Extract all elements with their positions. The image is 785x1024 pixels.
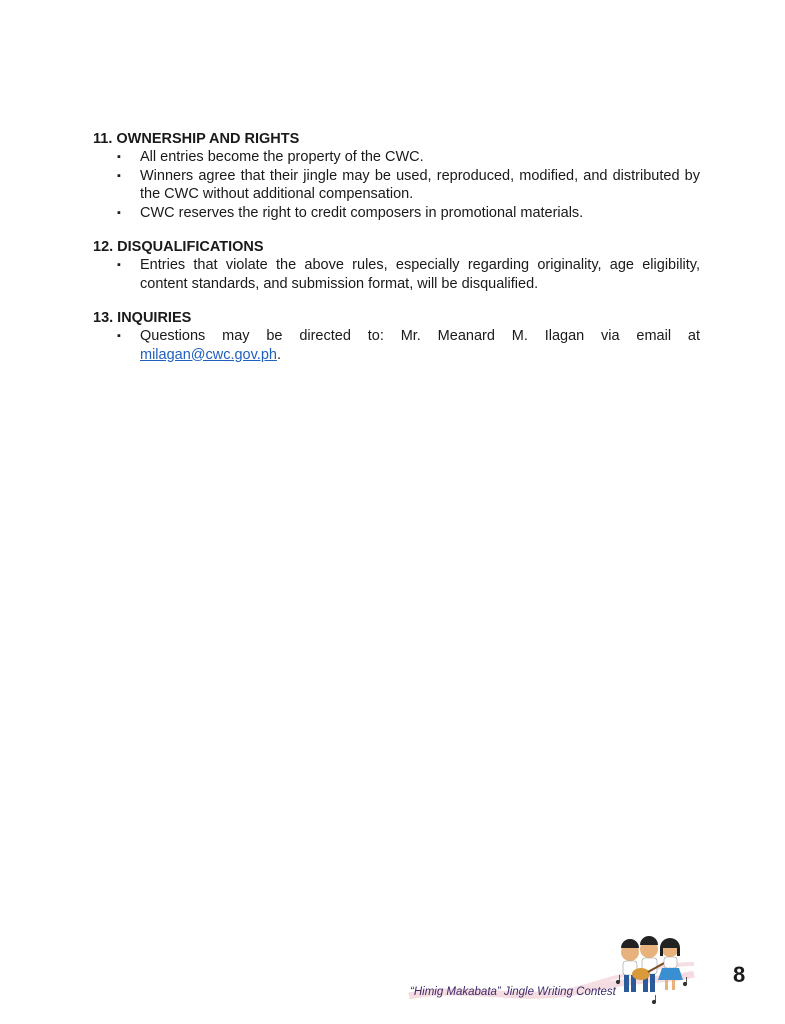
singing-children-illustration xyxy=(404,934,704,1012)
bullet-icon: ▪ xyxy=(117,169,121,182)
bullet-icon: ▪ xyxy=(117,206,121,219)
section-heading: 12. DISQUALIFICATIONS xyxy=(93,239,264,255)
bullet-list xyxy=(93,327,700,364)
logo-text: “Himig Makabata” Jingle Writing Contest xyxy=(410,986,616,998)
bullet-icon: ▪ xyxy=(117,330,121,342)
list-item: ▪ Questions may be directed to: Mr. Meanard M. Ilagan via email at milagan@cwc.gov.ph. xyxy=(117,328,700,363)
bullet-icon: ▪ xyxy=(117,151,121,163)
section-heading: 11. OWNERSHIP AND RIGHTS xyxy=(93,131,300,147)
page-number: 8 xyxy=(733,962,746,987)
section-heading: 13. INQUIRIES xyxy=(93,310,192,326)
section-inquiries xyxy=(93,309,700,364)
list-item: ▪ Winners agree that their jingle may be used, reproduced, modified, and distributed by the CWC without additional compensation. xyxy=(117,167,700,202)
list-item: ▪ CWC reserves the right to credit composers in promotional materials. xyxy=(117,204,584,221)
list-item: ▪ All entries become the property of the CWC. xyxy=(117,149,424,165)
bullet-icon: ▪ xyxy=(117,259,121,271)
document-body xyxy=(93,130,700,380)
section-disqualifications xyxy=(93,238,700,293)
bullet-list xyxy=(93,256,700,293)
bullet-list xyxy=(93,148,700,222)
email-link[interactable]: milagan@cwc.gov.ph xyxy=(140,346,277,363)
contest-logo xyxy=(404,934,704,1012)
list-item: ▪ Entries that violate the above rules, especially regarding originality, age eligibility, content standards, and submission format, will be disqualified. xyxy=(117,257,700,292)
section-ownership-and-rights xyxy=(93,130,700,222)
